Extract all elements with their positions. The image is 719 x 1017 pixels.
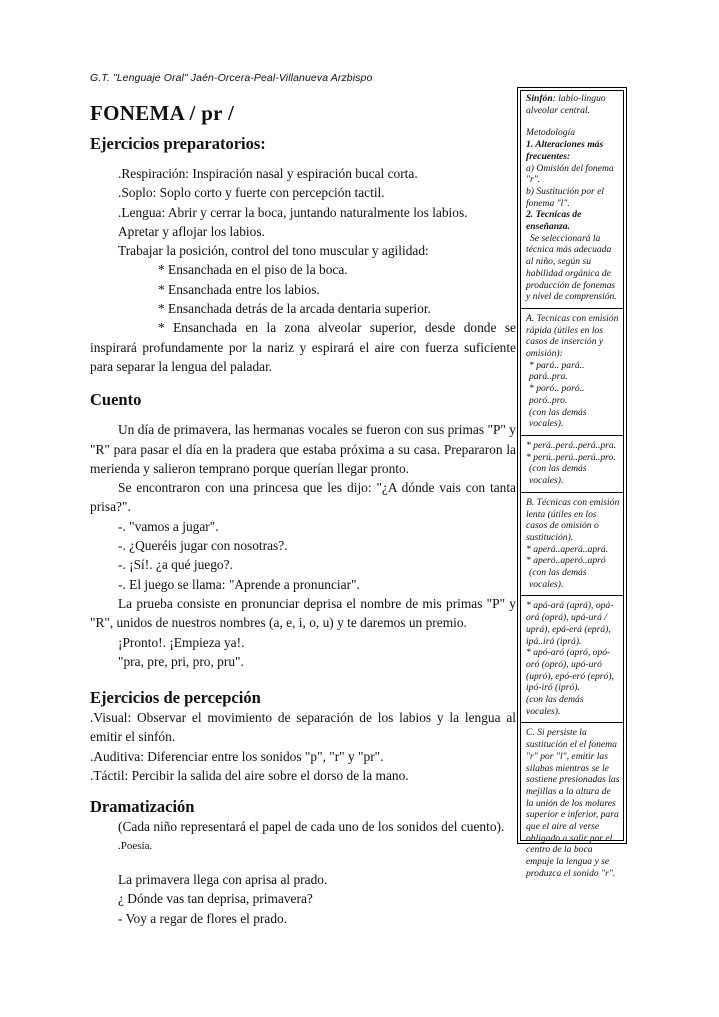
cuento-paragraph-2: Se encontraron con una princesa que les dijo: "¿A dónde vais con tanta prisa?". xyxy=(90,480,516,515)
tecnica-c-text: C. Si persiste la sustitución el el fonema "r" por "l", emitir las silabas mientras se le sostiene presionadas las mejillas a la altura de la unión de los molares superior e inferior, para que el aire al verse obligado a salir por el centro de la boca empuje la lengua y se produzca el sonido "r". xyxy=(526,727,620,879)
ejercicio-item-1: * Ensanchada en el piso de la boca. xyxy=(158,262,348,278)
respiracion-line: .Respiración: Inspiración nasal y espiración bucal corta. xyxy=(118,166,418,181)
tecnica-b-heading: B. Técnicas con emisión lenta (útiles en los casos de omisión o sustitución). xyxy=(526,496,620,543)
percepcion-visual: .Visual: Observar el movimiento de separación de los labios y la lengua al emitir el sinfón. xyxy=(90,710,516,745)
ejercicio-item-4: * Ensanchada en la zona alveolar superior, desde donde se inspirará profundamente por la nariz y espirará el aire con fuerza suficiente para separar la lengua del paladar. xyxy=(90,320,516,374)
lengua-line: .Lengua: Abrir y cerrar la boca, juntando naturalmente los labios. xyxy=(118,204,468,220)
divider xyxy=(521,492,623,493)
tecnica-a-item-2: * poró.. poró.. poró..pro. xyxy=(529,383,585,406)
soplo-line: .Soplo: Soplo corto y fuerte con percepción tactil. xyxy=(118,185,385,201)
dramatizacion-paragraph: (Cada niño representará el papel de cada uno de los sonidos del cuento). xyxy=(118,819,505,835)
tecnica-b-item-3: (con las demás vocales). xyxy=(529,567,587,590)
cuento-paragraph-1: Un día de primavera, las hermanas vocales se fueron con sus primas "P" y "R" para pasar el día en la pradera que estaba próxima a su casa. Prepararon la merienda y salieron temprano porque querían llegar pronto. xyxy=(90,422,516,476)
tecnica-b-item-1: * aperá..aperá..aprá. xyxy=(526,543,609,555)
sustitucion-item: b) Sustitución por el fonema "l". xyxy=(526,185,605,209)
divider xyxy=(521,308,623,309)
main-column xyxy=(90,100,516,928)
cuento-heading: Cuento xyxy=(90,390,142,410)
tecnica-b-item-6: (con las demás vocales). xyxy=(526,694,584,717)
poem-verse-2: ¿ Dónde vas tan deprisa, primavera? xyxy=(118,891,313,907)
divider xyxy=(521,722,623,723)
poem-verse-1: La primavera llega con aprisa al prado. xyxy=(118,871,328,887)
sinfon-text: : labio-linguo alveolar central. xyxy=(526,93,606,116)
cuento-paragraph-5: "pra, pre, pri, pro, pru". xyxy=(118,653,244,669)
ejercicio-item-2: * Ensanchada entre los labios. xyxy=(158,281,320,297)
document-header: G.T. "Lenguaje Oral" Jaén-Orcera-Peal-Villanueva Arzbispo xyxy=(90,72,373,84)
tecnicas-text: Se seleccionará la técnica más adecuada al niño, según su habilidad orgánica de producción de fonemas y nivel de comprensión. xyxy=(526,232,617,303)
cuento-paragraph-3: La prueba consiste en pronunciar deprisa el nombre de mis primas "P" y "R", unidos de nuestros nombres (a, e, i, o, u) y te daremos un premio. xyxy=(90,595,516,631)
page-title: FONEMA / pr / xyxy=(90,101,235,125)
trabajar-line: Trabajar la posición, control del tono muscular y agilidad: xyxy=(118,243,429,259)
cuento-dialogue-2: -. ¿Queréis jugar con nosotras?. xyxy=(118,538,288,554)
cuento-dialogue-3: -. ¡Sí!. ¿a qué juego?. xyxy=(118,557,233,573)
apretar-line: Apretar y aflojar los labios. xyxy=(118,223,265,239)
poesia-label: .Poesía. xyxy=(118,839,153,852)
omision-item: a) Omisión del fonema "r". xyxy=(526,162,614,186)
cuento-paragraph-4: ¡Pronto!. ¡Empieza ya!. xyxy=(118,634,245,650)
tecnica-a-item-3: (con las demás vocales). xyxy=(529,406,587,430)
tecnica-b-item-4: * apá-ará (aprá), opá-orá (oprá), upá-urá / uprá), epá-erá (eprá), ipá..irá (iprá). xyxy=(526,600,614,647)
tecnica-b-item-2: * aperó..aperó..apró xyxy=(526,555,606,567)
divider xyxy=(521,435,623,436)
divider xyxy=(521,595,623,596)
cuento-dialogue-1: -. "vamos a jugar". xyxy=(118,518,219,534)
tecnica-b-item-5: * apó-aró (apró, opó-oró (opró), upó-uró (upró), epó-eró (epró), ipó-iró (ipró). xyxy=(526,647,614,694)
ejercicio-item-3: * Ensanchada detrás de la arcada dentaria superior. xyxy=(158,301,431,317)
percepcion-auditiva: .Auditiva: Diferenciar entre los sonidos "p", "r" y "pr". xyxy=(90,748,384,764)
poem-verse-3: - Voy a regar de flores el prado. xyxy=(118,910,288,926)
percepcion-heading: Ejercicios de percepción xyxy=(90,688,261,708)
sinfon-note xyxy=(526,93,620,116)
cuento-dialogue-4: -. El juego se llama: "Aprende a pronunciar". xyxy=(118,576,360,592)
sinfon-label: Sinfón xyxy=(526,93,553,104)
tecnica-a-item-4: * perá..perá..perá..pra. xyxy=(526,439,617,451)
alteraciones-heading: 1. Alteraciones más frecuentes: xyxy=(526,139,604,162)
percepcion-tactil: .Táctil: Percibir la salida del aire sobre el dorso de la mano. xyxy=(90,768,409,784)
metodologia-label: Metodología xyxy=(526,127,576,139)
preparatorios-heading: Ejercicios preparatorios: xyxy=(90,134,266,153)
tecnica-a-item-5: * perú..perú..perú..pro. xyxy=(526,451,616,463)
tecnica-a-heading: A. Tecnicas con emisión rápida (útiles en los casos de inserción y omisión): xyxy=(526,312,619,360)
tecnica-a-item-1: * pará.. pará.. pará..pra. xyxy=(529,359,585,383)
methodology-sidebar xyxy=(517,87,627,879)
tecnica-a-item-6: (con las demás vocales). xyxy=(529,463,587,487)
tecnicas-heading: 2. Tecnicas de enseñanza. xyxy=(526,209,582,233)
dramatizacion-heading: Dramatización xyxy=(90,797,195,817)
